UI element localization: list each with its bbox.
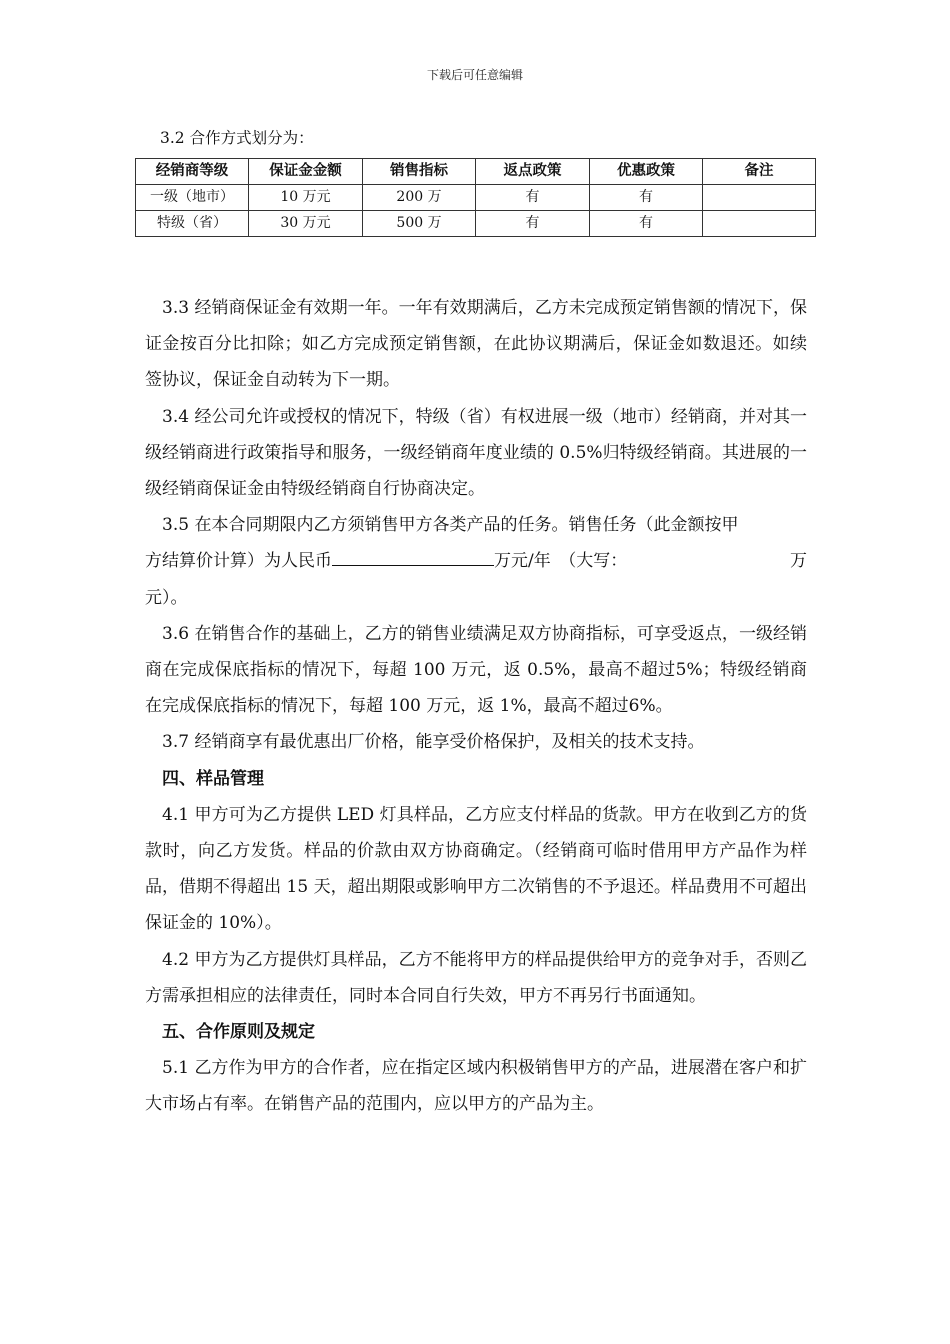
column-header: 返点政策 [476,159,590,185]
table-cell: 一级（地市） [136,185,249,211]
clause-4-2: 4.2 甲方为乙方提供灯具样品，乙方不能将甲方的样品提供给甲方的竞争对手，否则乙方需承担相应的法律责任，同时本合同自行失效，甲方不再另行书面通知。 [145,949,807,1006]
table-cell: 200 万 [363,185,476,211]
table-row [136,211,816,237]
table-row [136,185,816,211]
clause-3-3: 3.3 经销商保证金有效期一年。一年有效期满后，乙方未完成预定销售额的情况下，保证金按百分比扣除；如乙方完成预定销售额，在此协议期满后，保证金如数退还。如续签协议，保证金自动转为下一期。 [145,298,807,391]
table-cell: 30 万元 [249,211,363,237]
clause-3-6: 3.6 在销售合作的基础上，乙方的销售业绩满足双方协商指标，可享受返点，一级经销商在完成保底指标的情况下，每超 100 万元，返 0.5%，最高不超过5%；特级经销商在完成保底指标的情况下，每超 100 万元，返 1%，最高不超过6%。 [145,623,807,717]
clause-3-5-line2-left [145,543,627,579]
table-cell: 有 [476,185,590,211]
clause-3-5-prefix: 方结算价计算）为人民币 [145,551,332,572]
clause-3-7: 3.7 经销商享有最优惠出厂价格，能享受价格保护，及相关的技术支持。 [162,732,705,753]
dealer-tier-table [135,158,816,237]
section-heading-5: 五、合作原则及规定 [162,1022,315,1043]
clause-3-5-line1: 3.5 在本合同期限内乙方须销售甲方各类产品的任务。销售任务（此金额按甲 [162,515,739,536]
clause-3-5-tail: 万 [790,551,807,572]
table-cell: 10 万元 [249,185,363,211]
amount-blank-underline [332,547,494,566]
clause-5-1: 5.1 乙方作为甲方的合作者，应在指定区域内积极销售甲方的产品，进展潜在客户和扩大市场占有率。在销售产品的范围内，应以甲方的产品为主。 [145,1058,807,1115]
table-cell: 有 [590,211,703,237]
table-cell: 500 万 [363,211,476,237]
column-header: 保证金金额 [249,159,363,185]
page-header-note: 下载后可任意编辑 [426,68,523,82]
table-cell [703,211,816,237]
clause-4-1: 4.1 甲方可为乙方提供 LED 灯具样品，乙方应支付样品的货款。甲方在收到乙方的货款时，向乙方发货。样品的价款由双方协商确定。（经销商可临时借用甲方产品作为样品，借期不得超出 15 天，超出期限或影响甲方二次销售的不予退还。样品费用不可超出保证金的 10%）。 [145,804,807,934]
table-cell: 特级（省） [136,211,249,237]
table-cell [703,185,816,211]
clause-3-5-line2 [145,543,807,579]
section-heading-4: 四、样品管理 [162,768,264,789]
clause-3-5-unit: 万元/年 （大写： [494,551,628,572]
contract-body [145,290,807,1123]
table-caption: 3.2 合作方式划分为： [160,129,314,147]
table-cell: 有 [590,185,703,211]
table-cell: 有 [476,211,590,237]
clause-3-5 [145,507,807,616]
column-header: 优惠政策 [590,159,703,185]
column-header: 备注 [703,159,816,185]
column-header: 销售指标 [363,159,476,185]
clause-3-5-line3: 元）。 [145,587,188,608]
column-header: 经销商等级 [136,159,249,185]
clause-3-4: 3.4 经公司允许或授权的情况下，特级（省）有权进展一级（地市）经销商，并对其一级经销商进行政策指导和服务，一级经销商年度业绩的 0.5%归特级经销商。其进展的一级经销商保证金由特级经销商自行协商决定。 [145,406,807,500]
table-header-row [136,159,816,185]
